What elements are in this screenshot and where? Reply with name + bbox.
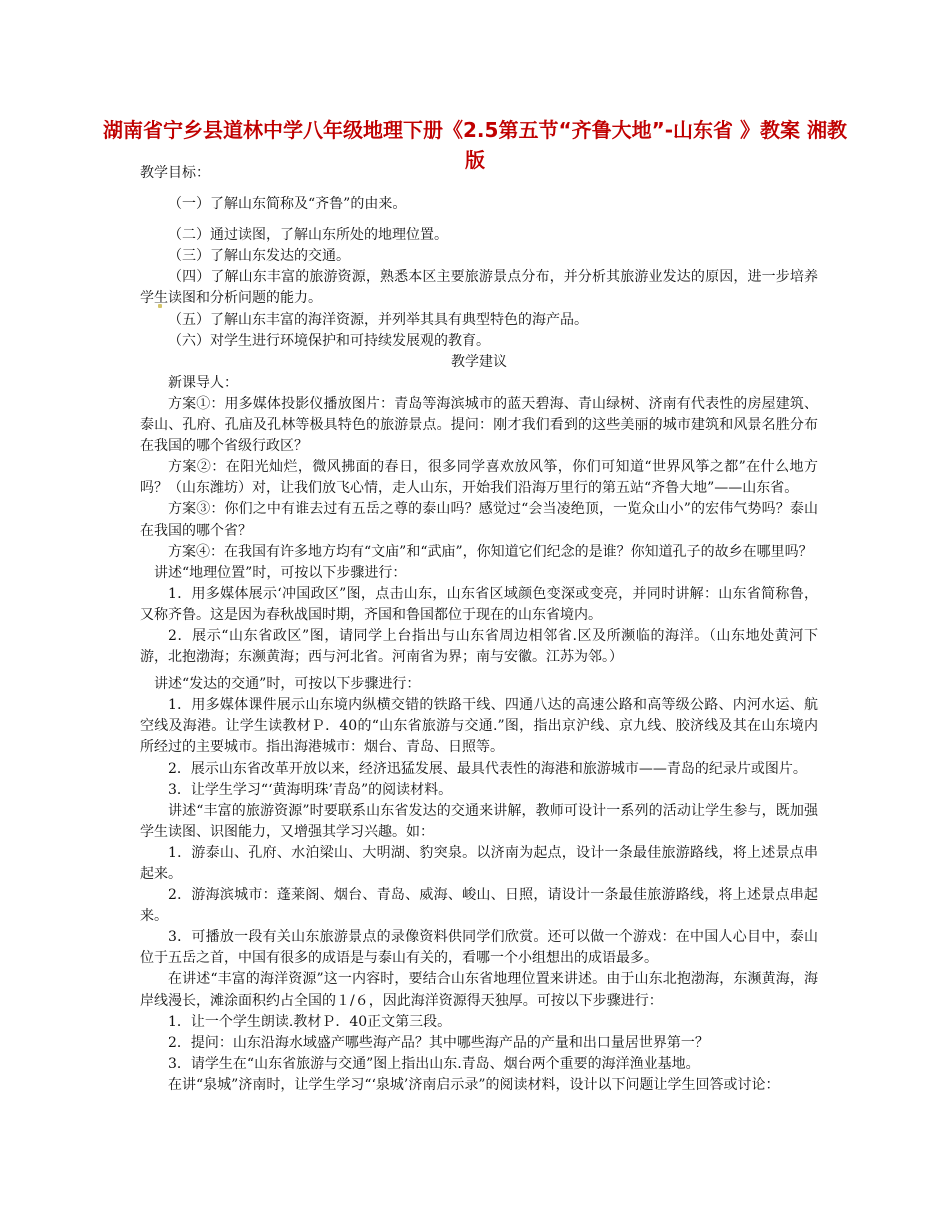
tourism-step-3: 3．可播放一段有关山东旅游景点的录像资料供同学们欣赏。还可以做一个游戏：在中国人心目中，泰山位于五岳之首，中国有很多的成语是与泰山有关的，看哪一个小组想出的成语最多。 xyxy=(140,929,818,967)
ocean-heading: 在讲述“丰富的海洋资源”这一内容时，要结合山东省地理位置来讲述。由于山东北抱渤海，东濒黄海，海岸线漫长，滩涂面积约占全国的１/６，因此海洋资源得天独厚。可按以下步骤进行： xyxy=(140,971,818,1009)
tourism-heading: 讲述“丰富的旅游资源”时要联系山东省发达的交通来讲解，教师可设计一系列的活动让学生参与，既加强学生读图、识图能力，又增强其学习兴趣。如： xyxy=(140,802,818,840)
document-title: 湖南省宁乡县道林中学八年级地理下册《2.5第五节“齐鲁大地”-山东省 》教案 湘教版 xyxy=(103,118,847,172)
transport-step-2: 2．展示山东省改革开放以来，经济迅猛发展、最具代表性的海港和旅游城市——青岛的纪录片或图片。 xyxy=(168,760,807,777)
location-heading: 讲述“地理位置”时，可按以下步骤进行： xyxy=(154,564,407,581)
location-step-1: 1．用多媒体展示‘冲国政区”图，点击山东，山东省区域颜色变深或变亮，并同时讲解：山东省简称鲁，又称齐鲁。这是因为春秋战国时期，齐国和鲁国都位于现在的山东省境内。 xyxy=(140,585,818,623)
plan-2: 方案②：在阳光灿烂，微风拂面的春日，很多同学喜欢放风筝，你们可知道“世界风筝之都”在什么地方吗？（山东潍坊）对，让我们放飞心情，走人山东，开始我们沿海万里行的第五站“齐鲁大地”——山东省。 xyxy=(140,459,818,497)
document-body xyxy=(140,163,818,1096)
objective-item-5: （五）了解山东丰富的海洋资源，并列举其具有典型特色的海产品。 xyxy=(168,311,588,328)
jinan-paragraph: 在讲“泉城”济南时，让学生学习“‘泉城’济南启示录”的阅读材料，设计以下问题让学生回答或讨论： xyxy=(168,1076,780,1093)
objective-item-6: （六）对学生进行环境保护和可持续发展观的教育。 xyxy=(168,332,490,349)
ocean-step-2: 2．提问：山东沿海水域盛产哪些海产品？其中哪些海产品的产量和出口量居世界第一？ xyxy=(168,1034,709,1051)
tourism-step-2: 2．游海滨城市：蓬莱阁、烟台、青岛、威海、峻山、日照，请设计一条最佳旅游路线，将上述景点串起来。 xyxy=(140,887,818,925)
objective-item-1: （一）了解山东简称及“齐鲁”的由来。 xyxy=(168,196,407,213)
transport-step-1: 1．用多媒体课件展示山东境内纵横交错的铁路干线、四通八达的高速公路和高等级公路、内河水运、航空线及海港。让学生读教材Ｐ．40的“山东省旅游与交通.”图，指出京沪线、京九线、胶济线及其在山东境内所经过的主要城市。指出海港城市：烟台、青岛、日照等。 xyxy=(140,697,818,756)
plan-4: 方案④：在我国有许多地方均有“文庙”和“武庙”，你知道它们纪念的是谁？你知道孔子的故乡在哪里吗？ xyxy=(168,543,813,560)
location-step-2: 2．展示“山东省政区”图，请同学上台指出与山东省周边相邻省.区及所濒临的海洋。（山东地处黄河下游，北抱渤海；东濒黄海；西与河北省。河南省为界；南与安徽。江苏为邻。） xyxy=(140,627,818,666)
transport-heading: 讲述“发达的交通”时，可按以下步骤进行： xyxy=(154,676,421,693)
transport-step-3: 3．让学生学习“‘黄海明珠’青岛”的阅读材料。 xyxy=(168,781,453,798)
plan-1: 方案①：用多媒体投影仪播放图片：青岛等海滨城市的蓝天碧海、青山绿树、济南有代表性的房屋建筑、泰山、孔府、孔庙及孔林等极具特色的旅游景点。提问：刚才我们看到的这些美丽的城市建筑和风景名胜分布在我国的哪个省级行政区？ xyxy=(140,395,818,455)
objectives-heading: 教学目标： xyxy=(140,165,210,181)
objective-item-4: （四）了解山东丰富的旅游资源，熟悉本区主要旅游景点分布，并分析其旅游业发达的原因，进一步培养学生读图和分析问题的能力。 xyxy=(140,269,818,307)
objective-item-3: （三）了解山东发达的交通。 xyxy=(168,248,350,265)
tourism-step-1: 1．游泰山、孔府、水泊梁山、大明湖、豹突泉。以济南为起点，设计一条最佳旅游路线，将上述景点串起来。 xyxy=(140,844,818,882)
plan-3: 方案③：你们之中有谁去过有五岳之尊的泰山吗？感觉过“会当凌绝顶，一览众山小”的宏伟气势吗？泰山在我国的哪个省？ xyxy=(140,501,818,539)
ocean-step-1: 1．让一个学生朗读.教材Ｐ．40正文第三段。 xyxy=(168,1013,452,1030)
intro-heading: 新课导人： xyxy=(168,374,238,391)
objective-item-2: （二）通过读图，了解山东所处的地理位置。 xyxy=(168,227,448,244)
ocean-step-3: 3．请学生在“山东省旅游与交通”图上指出山东.青岛、烟台两个重要的海洋渔业基地。 xyxy=(168,1055,700,1072)
section-heading-suggestions: 教学建议 xyxy=(451,353,507,370)
